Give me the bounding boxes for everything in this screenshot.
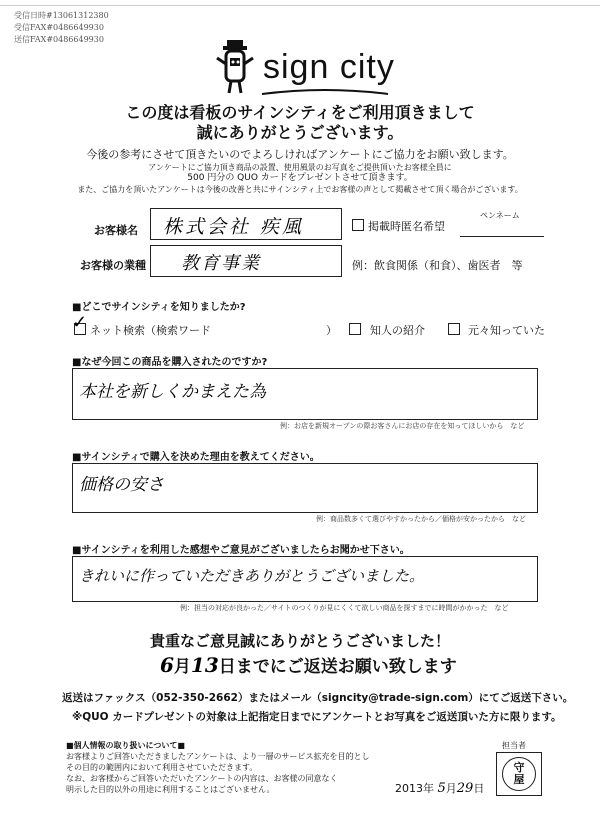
staff-stamp-box (496, 752, 542, 796)
q1-question: ■どこでサインシティを知りましたか? (72, 302, 246, 313)
fine-print-1: アンケートにご協力頂き商品の設置、使用風景のお写真をご提供頂いたお客様全員に (148, 163, 452, 172)
title-line-1: この度は看板のサインシティをご利用頂きまして (125, 103, 475, 122)
q3-answer-field[interactable] (72, 463, 538, 513)
penname-label: ペンネーム (480, 211, 520, 220)
deadline-month-unit: 月 (173, 657, 191, 677)
customer-name-label: お客様名 (94, 224, 138, 237)
deadline-month: 6 (160, 653, 174, 677)
industry-label: お客様の業種 (80, 259, 146, 272)
title-line-2: 誠にありがとうございます。 (196, 123, 404, 142)
date-month-unit: 月 (445, 782, 457, 795)
q1-option-search-close: ） (326, 324, 337, 337)
fine-print-2: 500 円分の QUO カードをプレゼントさせて頂きます。 (187, 173, 413, 183)
q1-option-referral-label: 知人の紹介 (370, 324, 425, 337)
staff-seal-icon (502, 757, 536, 791)
logo-underline-swoosh (260, 88, 390, 98)
privacy-line-1: お客様よりご回答いただきましたアンケートは、より一層のサービス拡充を目的とし (66, 752, 370, 761)
publish-anonymous-checkbox[interactable] (352, 219, 364, 231)
closing-deadline (160, 652, 457, 677)
privacy-line-3: なお、お客様からご回答いただいたアンケートの内容は、お客様の同意なく (66, 774, 338, 783)
q1-option-known-checkbox[interactable] (448, 323, 460, 335)
q1-option-known-label: 元々知っていた (468, 324, 545, 337)
fax-received-number: 受信FAX#0486649930 (14, 23, 104, 32)
logo-text: sign city (263, 48, 395, 86)
q1-option-search-label: ネット検索（検索ワード (90, 324, 211, 337)
privacy-block (66, 740, 370, 795)
privacy-line-4: 明示した目的以外の用途に利用することはございません。 (66, 785, 275, 794)
q3-example: 例：商品数多くて選びやすかったから／価格が安かったから など (316, 515, 526, 523)
fine-print-3: また、ご協力を頂いたアンケートは今後の改善と共にサインシティ上でお客様の声として掲載させて頂く場合がございます。 (77, 185, 523, 194)
q2-question: ■なぜ今回この商品を購入されたのですか? (72, 357, 268, 368)
q4-answer-field[interactable] (72, 556, 538, 602)
penname-field[interactable] (460, 236, 544, 237)
date-field (395, 780, 484, 796)
date-day-unit: 日 (473, 782, 485, 795)
industry-value: 教育事業 (181, 253, 261, 274)
mascot-logo-icon (213, 38, 261, 96)
customer-name-field[interactable] (150, 208, 342, 240)
privacy-line-2: その目的の範囲内において利用させていただきます。 (66, 763, 258, 772)
q1-option-referral-checkbox[interactable] (349, 323, 361, 335)
industry-example: 例：飲食関係（和食）、歯医者 等 (352, 259, 523, 272)
q2-example: 例：お店を新規オープンの際お客さんにお店の存在を知ってほしいから など (280, 422, 525, 430)
staff-seal-text: 守屋 (513, 761, 525, 786)
q2-answer-value: 本社を新しくかまえた為 (79, 382, 266, 402)
industry-field[interactable] (150, 245, 342, 277)
fax-received-time: 受信日時#13061312380 (14, 11, 109, 20)
date-year: 2013 (395, 782, 423, 795)
privacy-title: ■個人情報の取り扱いについて■ (66, 741, 185, 750)
q3-answer-value: 価格の安さ (79, 475, 164, 495)
deadline-day: 13 (190, 653, 219, 677)
closing-thanks: 貴重なご意見誠にありがとうございました！ (149, 632, 450, 650)
customer-name-value: 株式会社 疾風 (163, 216, 305, 238)
q4-answer-value: きれいに作っていただきありがとうございました。 (79, 567, 425, 585)
return-info-line-2: ※QUO カードプレゼントの対象は上記指定日までにアンケートとお写真をご返送頂いた方に限ります。 (72, 711, 562, 723)
staff-label: 担当者 (502, 741, 526, 750)
date-month: 5 (437, 781, 446, 796)
date-day: 29 (456, 781, 474, 796)
fax-top-line (0, 0, 600, 6)
q2-answer-field[interactable] (72, 368, 538, 420)
subtitle: 今後の参考にさせて頂きたいのでよろしければアンケートにご協力をお願い致します。 (86, 148, 514, 161)
q4-question: ■サインシティを利用した感想やご意見がございましたらお聞かせ下さい。 (72, 545, 410, 556)
q1-checkmark-icon: ✓ (72, 312, 88, 333)
deadline-rest: 日までにご返送お願い致します (218, 657, 457, 677)
q4-example: 例：担当の対応が良かった／サイトのつくりが見にくくて欲しい商品を探すまでに時間がかかった など (180, 604, 509, 612)
q3-question: ■サインシティで購入を決めた理由を教えてください。 (72, 452, 320, 463)
date-year-unit: 年 (423, 782, 434, 795)
fax-sent-number: 送信FAX#0486649930 (14, 35, 104, 44)
return-info-line-1: 返送はファックス（052-350-2662）またはメール（signcity@trade-sign.com）にてご返送下さい。 (62, 692, 574, 704)
fax-header (14, 10, 109, 46)
publish-anonymous-label: 掲載時匿名希望 (368, 220, 445, 233)
